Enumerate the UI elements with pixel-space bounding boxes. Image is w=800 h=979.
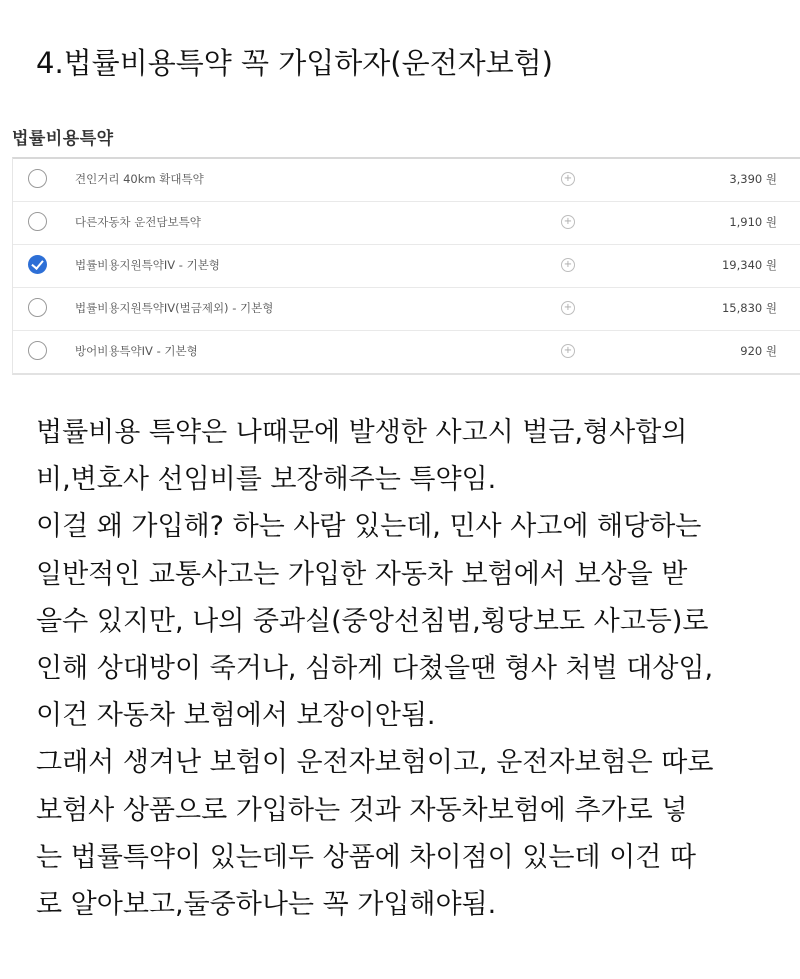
rider-row[interactable] [13, 331, 800, 373]
body-line: 을수 있지만, 나의 중과실(중앙선침범,횡당보도 사고등)로 [36, 605, 709, 637]
rider-row[interactable] [13, 288, 800, 331]
radio-button[interactable] [28, 169, 47, 188]
body-line: 비,변호사 선임비를 보장해주는 특약임. [36, 464, 497, 496]
rider-name: 법률비용지원특약IV(벌금제외) - 기본형 [75, 301, 274, 315]
rider-row[interactable] [13, 202, 800, 245]
rider-price: 920 원 [740, 344, 777, 358]
body-line: 는 법률특약이 있는데두 상품에 차이점이 있는데 이건 따 [36, 841, 696, 873]
section-label: 법률비용특약 [12, 129, 114, 149]
rider-row[interactable] [13, 159, 800, 202]
body-line: 이건 자동차 보험에서 보장이안됨. [36, 700, 436, 732]
radio-button[interactable] [28, 298, 47, 317]
plus-circle-icon[interactable]: + [561, 301, 575, 315]
body-line: 일반적인 교통사고는 가입한 자동차 보험에서 보상을 받 [36, 558, 688, 590]
page-heading: 4.법률비용특약 꼭 가입하자(운전자보험) [36, 46, 553, 80]
rider-price: 1,910 원 [729, 215, 777, 229]
body-line: 인해 상대방이 죽거나, 심하게 다쳤을땐 형사 처벌 대상임, [36, 653, 714, 685]
rider-price: 15,830 원 [721, 301, 777, 315]
plus-circle-icon[interactable]: + [561, 172, 575, 186]
rider-row[interactable] [13, 245, 800, 288]
plus-circle-icon[interactable]: + [561, 344, 575, 358]
body-line: 이걸 왜 가입해? 하는 사람 있는데, 민사 사고에 해당하는 [36, 511, 702, 543]
checked-radio-icon[interactable] [28, 255, 47, 274]
rider-price: 19,340 원 [721, 258, 777, 272]
body-line: 로 알아보고,둘중하나는 꼭 가입해야됨. [36, 889, 497, 921]
body-text [36, 409, 788, 928]
radio-button[interactable] [28, 341, 47, 360]
plus-circle-icon[interactable]: + [561, 258, 575, 272]
rider-name: 법률비용지원특약IV - 기본형 [75, 258, 220, 272]
body-line: 그래서 생겨난 보험이 운전자보험이고, 운전자보험은 따로 [36, 747, 714, 779]
body-line: 법률비용 특약은 나때문에 발생한 사고시 벌금,형사합의 [36, 417, 688, 448]
body-line: 보험사 상품으로 가입하는 것과 자동차보험에 추가로 넣 [36, 794, 688, 826]
rider-options-list [12, 157, 800, 375]
rider-name: 견인거리 40km 확대특약 [75, 172, 204, 186]
rider-price: 3,390 원 [729, 172, 777, 186]
plus-circle-icon[interactable]: + [561, 215, 575, 229]
rider-name: 방어비용특약IV - 기본형 [75, 344, 198, 358]
radio-button[interactable] [28, 212, 47, 231]
rider-name: 다른자동차 운전담보특약 [75, 215, 201, 229]
